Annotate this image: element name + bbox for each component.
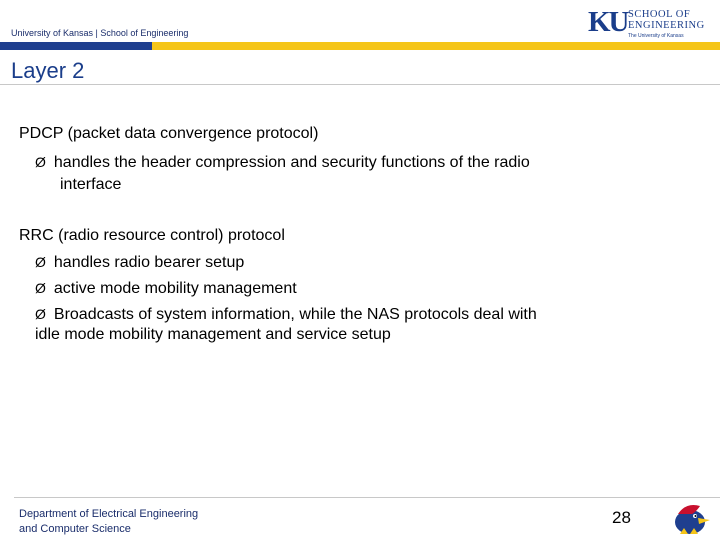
logo-tagline: The University of Kansas: [628, 33, 684, 39]
footer-department-line1: Department of Electrical Engineering: [19, 508, 199, 520]
logo-ku-mark: KU: [588, 6, 628, 38]
pdcp-bullet-1-cont: interface: [60, 176, 122, 193]
pdcp-bullet-1: [35, 151, 530, 174]
header-bar-blue: [0, 42, 152, 50]
bullet-arrow-icon: Ø: [35, 280, 46, 296]
title-divider: [0, 84, 720, 85]
header-bar-yellow: [152, 42, 720, 50]
pdcp-bullet-1-text: handles the header compression and security functions of the radio: [53, 154, 530, 171]
rrc-bullet-3: [35, 303, 537, 326]
footer-divider: [14, 497, 720, 498]
logo-line2: ENGINEERING: [628, 20, 705, 31]
rrc-bullet-1: [35, 251, 244, 274]
rrc-heading: RRC (radio resource control) protocol: [19, 227, 285, 244]
jayhawk-mascot-icon: [668, 500, 712, 536]
slide-title: Layer 2: [11, 58, 85, 83]
logo-line1: SCHOOL OF: [628, 9, 691, 20]
ku-engineering-logo: [588, 6, 716, 40]
rrc-bullet-2-text: active mode mobility management: [53, 280, 297, 297]
rrc-bullet-3-text: Broadcasts of system information, while the NAS protocols deal with: [53, 306, 537, 323]
rrc-bullet-1-text: handles radio bearer setup: [53, 254, 245, 271]
bullet-arrow-icon: Ø: [35, 306, 46, 322]
bullet-arrow-icon: Ø: [35, 254, 46, 270]
header-institution: University of Kansas | School of Engineering: [11, 28, 189, 38]
rrc-bullet-2: [35, 277, 297, 300]
bullet-arrow-icon: Ø: [35, 154, 46, 170]
page-number: 28: [612, 508, 631, 527]
rrc-bullet-3-cont: idle mode mobility management and service setup: [35, 326, 391, 343]
footer-department: [19, 507, 198, 537]
pdcp-heading: PDCP (packet data convergence protocol): [19, 125, 319, 142]
footer-department-line2: and Computer Science: [19, 523, 131, 535]
